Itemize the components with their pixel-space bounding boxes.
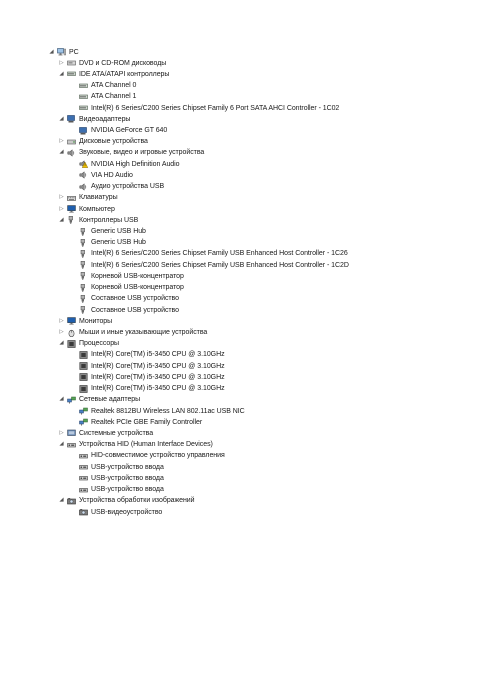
display-adapter-icon (79, 127, 88, 135)
tree-node-label: Realtek 8812BU Wireless LAN 802.11ac USB NIC (91, 407, 245, 415)
processor-icon (79, 373, 88, 381)
network-adapter-icon (79, 418, 88, 426)
tree-node[interactable] (70, 170, 133, 181)
tree-node-label: Generic USB Hub (91, 228, 146, 236)
tree-node-label: IDE ATA/ATAPI контроллеры (79, 70, 170, 78)
tree-node[interactable] (70, 361, 225, 372)
display-adapter-icon (67, 115, 76, 123)
tree-node[interactable] (70, 417, 202, 428)
tree-node-label: Intel(R) Core(TM) i5-3450 CPU @ 3.10GHz (91, 373, 225, 381)
expand-arrow-icon[interactable]: ▷ (59, 194, 64, 201)
tree-node-label: Составное USB устройство (91, 306, 179, 314)
tree-node[interactable] (70, 159, 179, 170)
tree-node-label: VIA HD Audio (91, 171, 133, 179)
tree-node[interactable] (70, 383, 225, 394)
usb-plug-icon (79, 284, 88, 292)
tree-node-label: PC (69, 48, 79, 56)
tree-node-label: Intel(R) 6 Series/C200 Series Chipset Family USB Enhanced Host Controller - 1C26 (91, 250, 348, 258)
ide-controller-icon (67, 70, 76, 78)
collapse-arrow-icon[interactable]: ◢ (59, 149, 64, 156)
tree-node[interactable] (70, 237, 146, 248)
ide-controller-icon (79, 104, 88, 112)
usb-plug-icon (79, 250, 88, 258)
monitor-icon (67, 317, 76, 325)
monitor-icon (67, 205, 76, 213)
tree-node-label: Intel(R) 6 Series/C200 Series Chipset Family 6 Port SATA AHCI Controller - 1C02 (91, 104, 340, 112)
usb-plug-icon (79, 239, 88, 247)
tree-node[interactable] (70, 103, 339, 114)
tree-node[interactable] (70, 125, 167, 136)
usb-plug-icon (79, 272, 88, 280)
tree-node-label: Звуковые, видео и игровые устройства (79, 149, 205, 157)
tree-node[interactable] (58, 338, 119, 349)
usb-plug-icon (79, 306, 88, 314)
tree-node-label: Корневой USB-концентратор (91, 272, 184, 280)
tree-node-label: NVIDIA High Definition Audio (91, 160, 180, 168)
tree-node[interactable] (70, 181, 164, 192)
collapse-arrow-icon[interactable]: ◢ (59, 396, 64, 403)
expand-arrow-icon[interactable]: ▷ (59, 138, 64, 145)
collapse-arrow-icon[interactable]: ◢ (59, 441, 64, 448)
collapse-arrow-icon[interactable]: ◢ (59, 115, 64, 122)
expand-arrow-icon[interactable]: ▷ (59, 317, 64, 324)
tree-node-label: NVIDIA GeForce GT 640 (91, 127, 168, 135)
tree-node[interactable] (70, 293, 179, 304)
usb-plug-icon (79, 295, 88, 303)
processor-icon (79, 385, 88, 393)
tree-node-label: Процессоры (79, 340, 120, 348)
tree-node-label: Мониторы (79, 317, 113, 325)
expand-arrow-icon[interactable]: ▷ (59, 429, 64, 436)
tree-node[interactable] (70, 248, 348, 259)
tree-node-label: Клавиатуры (79, 194, 118, 202)
computer-icon (57, 48, 66, 56)
tree-node[interactable] (70, 91, 136, 102)
hid-device-icon (79, 463, 88, 471)
tree-node-label: Устройства обработки изображений (79, 497, 195, 505)
tree-node-label: USB-устройство ввода (91, 474, 164, 482)
imaging-device-icon (67, 497, 76, 505)
hid-device-icon (79, 474, 88, 482)
tree-node-label: Системные устройства (79, 429, 154, 437)
tree-node[interactable] (70, 507, 162, 518)
tree-node[interactable] (58, 316, 112, 327)
tree-node[interactable] (58, 394, 140, 405)
collapse-arrow-icon[interactable]: ◢ (49, 48, 54, 55)
tree-node[interactable] (58, 439, 213, 450)
tree-node[interactable] (70, 450, 225, 461)
processor-icon (67, 340, 76, 348)
tree-node[interactable] (58, 136, 148, 147)
hid-device-icon (67, 441, 76, 449)
speaker-icon (79, 183, 88, 191)
tree-node[interactable] (58, 204, 115, 215)
tree-node-label: Устройства HID (Human Interface Devices) (79, 441, 213, 449)
processor-icon (79, 362, 88, 370)
tree-node[interactable] (58, 58, 166, 69)
network-adapter-icon (67, 396, 76, 404)
expand-arrow-icon[interactable]: ▷ (59, 59, 64, 66)
mouse-icon (67, 329, 76, 337)
tree-node-label: Generic USB Hub (91, 239, 146, 247)
tree-node[interactable] (48, 47, 79, 58)
tree-node-label: Контроллеры USB (79, 216, 139, 224)
usb-plug-icon (79, 261, 88, 269)
ide-controller-icon (79, 93, 88, 101)
dvd-drive-icon (67, 59, 76, 67)
tree-node[interactable] (70, 484, 164, 495)
tree-node-label: Intel(R) Core(TM) i5-3450 CPU @ 3.10GHz (91, 362, 225, 370)
disk-drive-icon (67, 138, 76, 146)
ide-controller-icon (79, 82, 88, 90)
usb-plug-icon (67, 216, 76, 224)
tree-node-label: Аудио устройства USB (91, 183, 165, 191)
tree-node-label: Сетевые адаптеры (79, 396, 141, 404)
tree-node-label: HID-совместимое устройство управления (91, 452, 225, 460)
tree-node-label: USB-устройство ввода (91, 463, 164, 471)
tree-node[interactable] (58, 69, 169, 80)
tree-node-label: Intel(R) Core(TM) i5-3450 CPU @ 3.10GHz (91, 385, 225, 393)
tree-node-label: Видеоадаптеры (79, 115, 131, 123)
tree-node[interactable] (70, 406, 245, 417)
tree-node-label: Realtek PCIe GBE Family Controller (91, 418, 203, 426)
tree-node[interactable] (70, 349, 225, 360)
tree-node[interactable] (58, 192, 118, 203)
tree-node[interactable] (70, 260, 349, 271)
tree-node-label: DVD и CD-ROM дисководы (79, 59, 167, 67)
usb-plug-icon (79, 228, 88, 236)
tree-node-label: ATA Channel 1 (91, 93, 137, 101)
speaker-icon (67, 149, 76, 157)
expand-arrow-icon[interactable]: ▷ (59, 329, 64, 335)
collapse-arrow-icon[interactable]: ◢ (59, 70, 64, 77)
tree-node[interactable] (70, 80, 136, 91)
tree-node-label: USB-устройство ввода (91, 486, 164, 494)
hid-device-icon (79, 452, 88, 460)
collapse-arrow-icon[interactable]: ◢ (59, 340, 64, 347)
tree-node[interactable] (70, 372, 225, 383)
tree-node[interactable] (70, 305, 179, 316)
tree-node-label: Корневой USB-концентратор (91, 284, 184, 292)
system-device-icon (67, 429, 76, 437)
tree-node-label: USB-видеоустройство (91, 508, 163, 516)
tree-node-label: Intel(R) 6 Series/C200 Series Chipset Family USB Enhanced Host Controller - 1C2D (91, 261, 349, 269)
tree-node-label: Дисковые устройства (79, 138, 148, 146)
tree-node[interactable] (58, 147, 204, 158)
speaker-icon (79, 171, 88, 179)
hid-device-icon (79, 486, 88, 494)
tree-node-label: Компьютер (79, 205, 115, 213)
tree-node[interactable] (58, 428, 153, 439)
audio-device-warning-icon (79, 160, 88, 168)
tree-node-label: Составное USB устройство (91, 295, 179, 303)
tree-node-label: Intel(R) Core(TM) i5-3450 CPU @ 3.10GHz (91, 351, 225, 359)
tree-node[interactable] (58, 495, 195, 506)
network-adapter-icon (79, 407, 88, 415)
collapse-arrow-icon[interactable]: ◢ (59, 497, 64, 504)
processor-icon (79, 351, 88, 359)
tree-node[interactable] (58, 215, 138, 226)
imaging-device-icon (79, 508, 88, 516)
expand-arrow-icon[interactable]: ▷ (59, 205, 64, 212)
tree-node[interactable] (58, 114, 130, 125)
tree-node[interactable] (70, 271, 184, 282)
collapse-arrow-icon[interactable]: ◢ (59, 216, 64, 223)
tree-node[interactable] (70, 462, 164, 473)
tree-node[interactable] (70, 282, 184, 293)
tree-node[interactable] (58, 327, 207, 338)
keyboard-icon (67, 194, 76, 202)
tree-node[interactable] (70, 226, 146, 237)
tree-node-label: ATA Channel 0 (91, 82, 137, 90)
tree-node[interactable] (70, 473, 164, 484)
tree-node-label: Мыши и иные указывающие устройства (79, 329, 208, 336)
